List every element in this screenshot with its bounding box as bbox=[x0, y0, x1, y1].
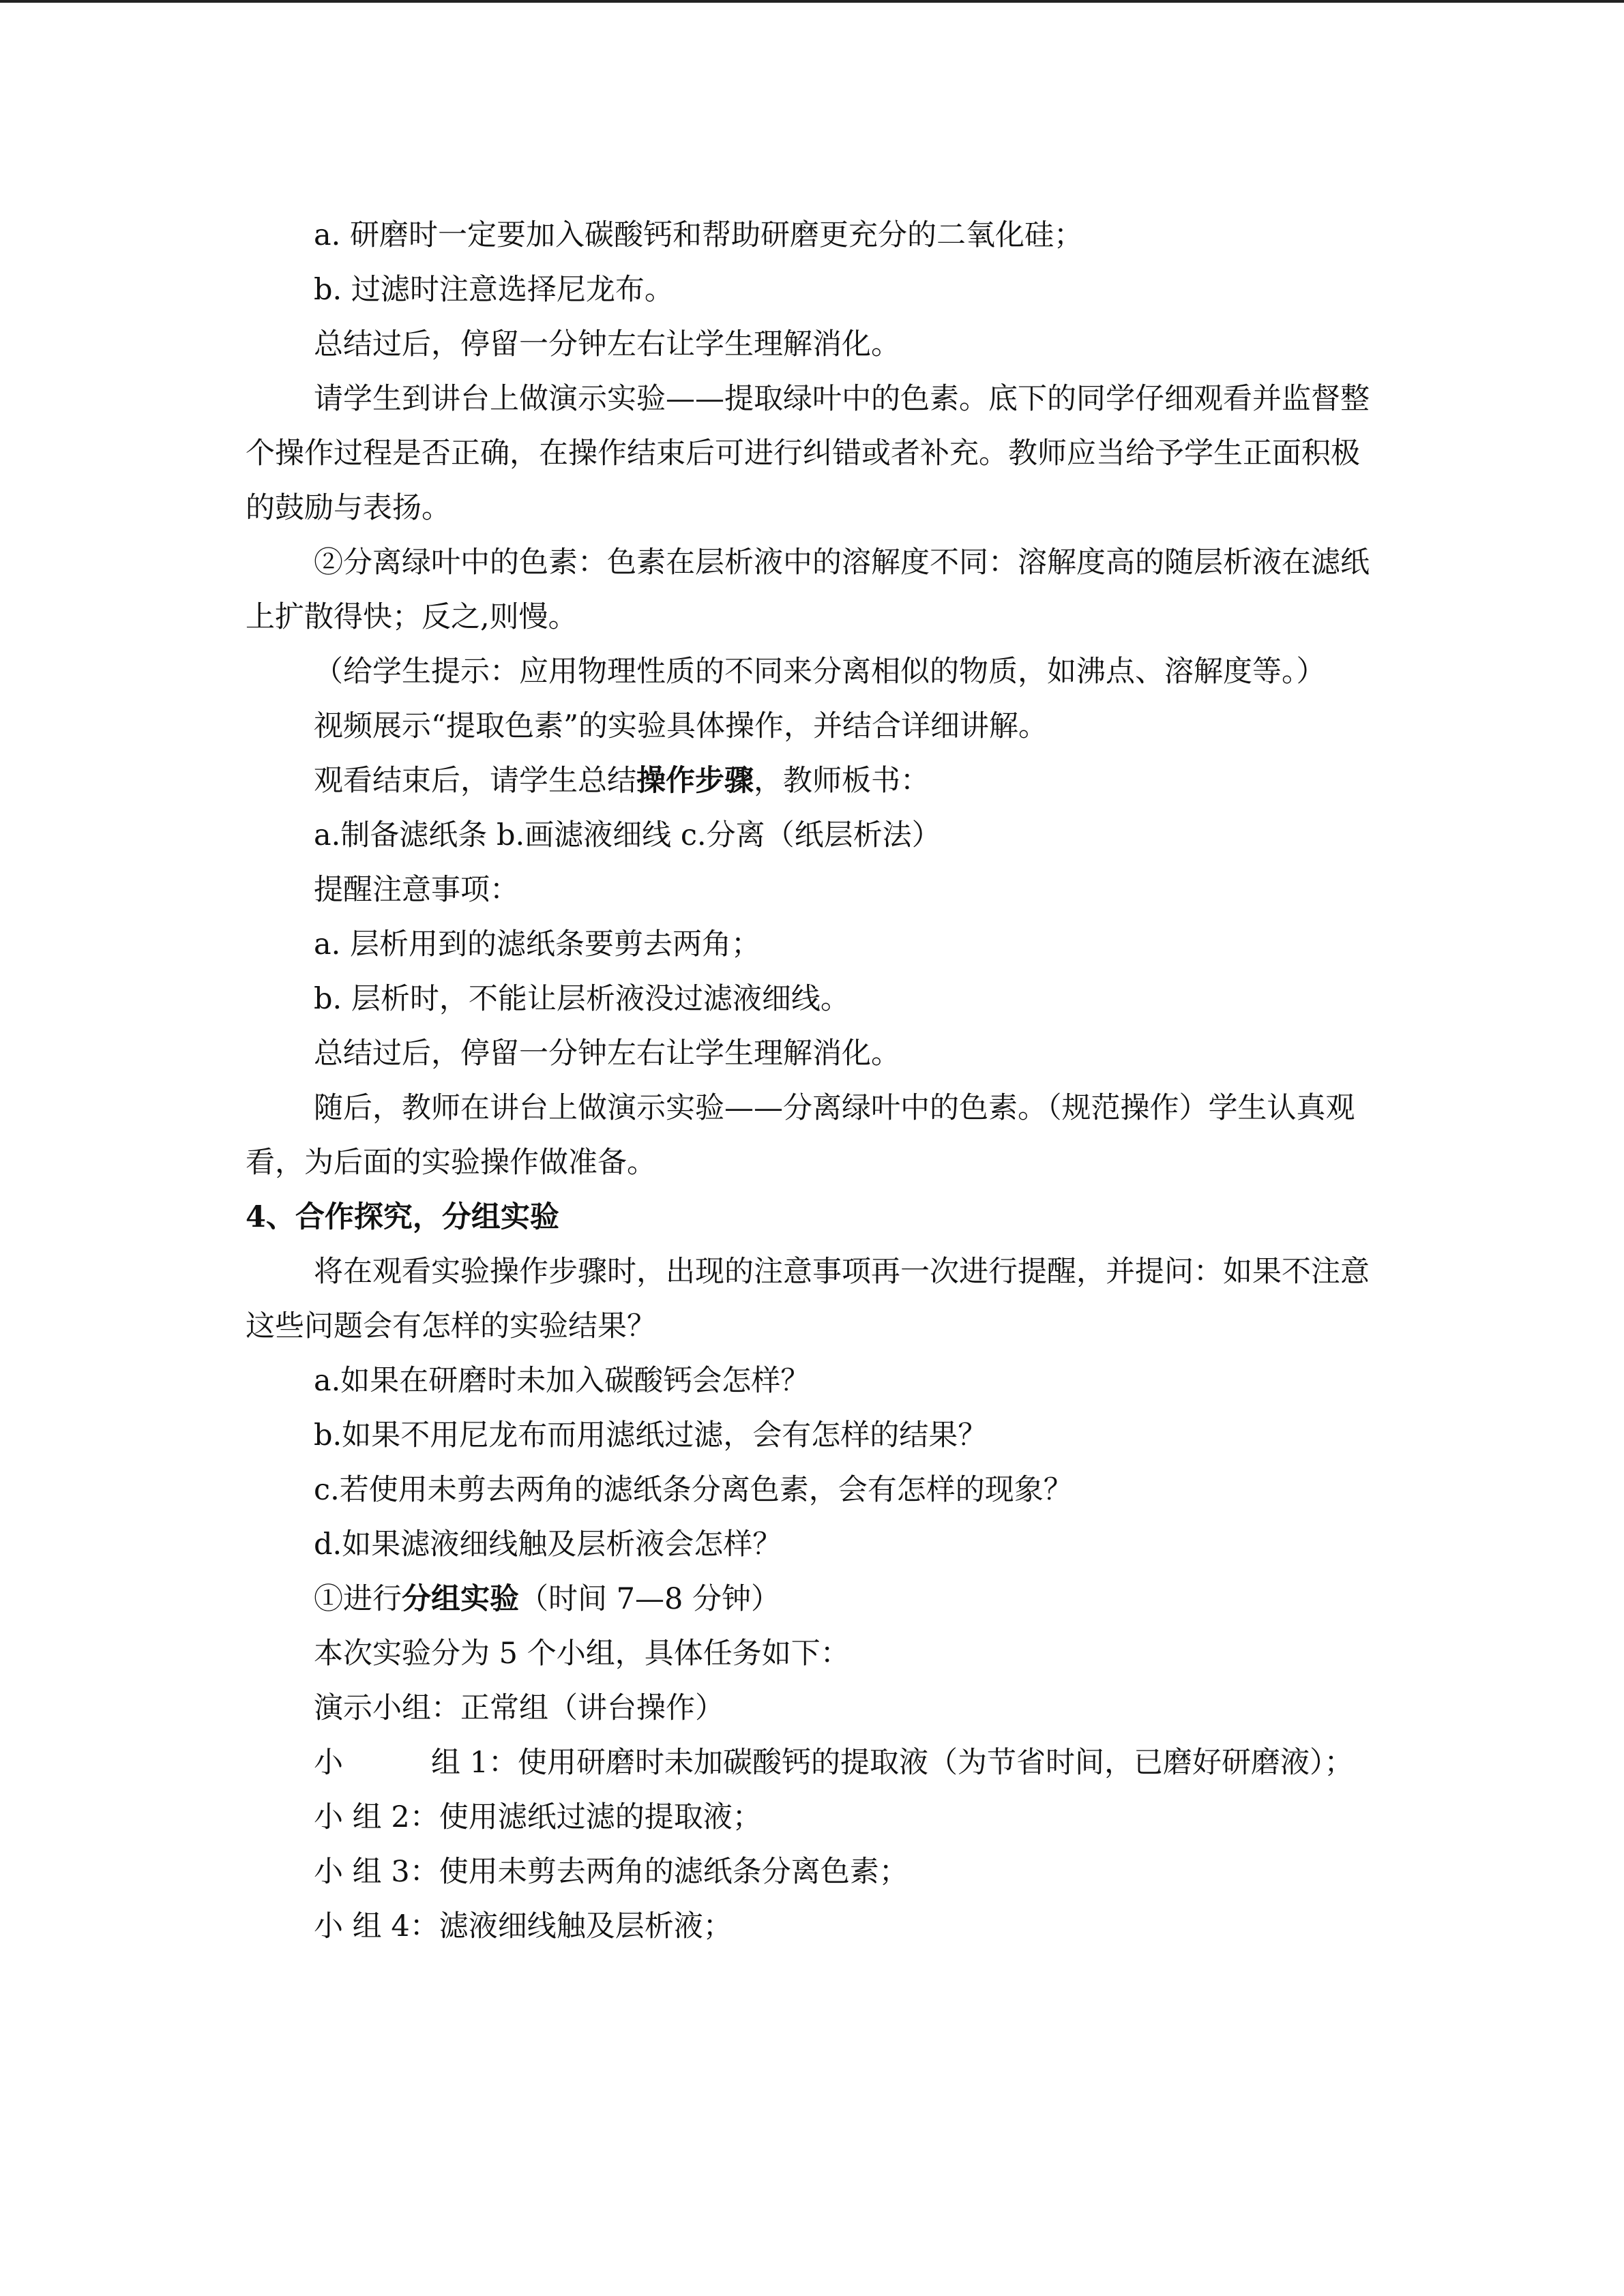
paragraph bbox=[246, 1354, 1378, 1408]
paragraph bbox=[246, 263, 1378, 317]
text-run: 本次实验分为 5 个小组，具体任务如下： bbox=[314, 1637, 850, 1671]
text-run: （给学生提示：应用物理性质的不同来分离相似的物质，如沸点、溶解度等。） bbox=[314, 655, 1326, 689]
paragraph bbox=[246, 1845, 1378, 1899]
paragraph bbox=[246, 754, 1378, 808]
text-run: 视频展示“提取色素”的实验具体操作，并结合详细讲解。 bbox=[314, 709, 1048, 743]
paragraph bbox=[246, 1026, 1378, 1081]
text-run: 小 组 2：使用滤纸过滤的提取液； bbox=[314, 1800, 762, 1834]
text-run: a.制备滤纸条 b.画滤液细线 c.分离（纸层析法） bbox=[314, 818, 941, 852]
bold-text: 4、合作探究，分组实验 bbox=[246, 1200, 559, 1234]
text-run: b. 层析时，不能让层析液没过滤液细线。 bbox=[314, 982, 850, 1016]
top-border-line bbox=[0, 0, 1624, 3]
text-run: b. 过滤时注意选择尼龙布。 bbox=[314, 273, 674, 307]
text-run: 演示小组：正常组（讲台操作） bbox=[314, 1691, 724, 1725]
paragraph bbox=[246, 317, 1378, 372]
text-run: 随后，教师在讲台上做演示实验——分离绿叶中的色素。（规范操作）学生认真观看，为后面的实验操作做准备。 bbox=[246, 1091, 1355, 1180]
text-run: ，教师板书： bbox=[754, 764, 930, 798]
paragraph bbox=[246, 1244, 1378, 1354]
text-run: （时间 7—8 分钟） bbox=[519, 1582, 781, 1616]
text-run: d.如果滤液细线触及层析液会怎样？ bbox=[314, 1527, 782, 1562]
paragraph bbox=[246, 808, 1378, 863]
text-run: 小 组 4：滤液细线触及层析液； bbox=[314, 1909, 733, 1943]
text-run: a. 研磨时一定要加入碳酸钙和帮助研磨更充分的二氧化硅； bbox=[314, 218, 1083, 252]
paragraph bbox=[246, 208, 1378, 263]
paragraph bbox=[246, 1790, 1378, 1845]
text-run: a.如果在研磨时未加入碳酸钙会怎样？ bbox=[314, 1364, 810, 1398]
text-run: 总结过后，停留一分钟左右让学生理解消化。 bbox=[314, 1037, 900, 1071]
text-run: 小 组 3：使用未剪去两角的滤纸条分离色素； bbox=[314, 1855, 909, 1889]
paragraph bbox=[246, 535, 1378, 644]
text-run: a. 层析用到的滤纸条要剪去两角； bbox=[314, 927, 761, 961]
text-run: 提醒注意事项： bbox=[314, 873, 519, 907]
text-run: 请学生到讲台上做演示实验——提取绿叶中的色素。底下的同学仔细观看并监督整个操作过程是否正确，在操作结束后可进行纠错或者补充。教师应当给予学生正面积极的鼓励与表扬。 bbox=[246, 382, 1370, 525]
bold-text: 分组实验 bbox=[402, 1582, 519, 1616]
text-run: ①进行 bbox=[314, 1582, 402, 1616]
paragraph bbox=[246, 372, 1378, 535]
text-run: 将在观看实验操作步骤时，出现的注意事项再一次进行提醒，并提问：如果不注意这些问题会有怎样的实验结果？ bbox=[246, 1255, 1370, 1343]
paragraph bbox=[246, 972, 1378, 1026]
bold-text: 操作步骤 bbox=[636, 764, 754, 798]
text-run: 小 组 1：使用研磨时未加碳酸钙的提取液（为节省时间，已磨好研磨液）； bbox=[314, 1746, 1354, 1780]
document-page bbox=[246, 208, 1378, 1954]
paragraph bbox=[246, 1081, 1378, 1190]
paragraph bbox=[246, 1681, 1378, 1735]
text-run: c.若使用未剪去两角的滤纸条分离色素，会有怎样的现象？ bbox=[314, 1473, 1073, 1507]
paragraph bbox=[246, 863, 1378, 917]
paragraph bbox=[246, 1463, 1378, 1517]
paragraph bbox=[246, 1735, 1378, 1790]
text-run: ②分离绿叶中的色素：色素在层析液中的溶解度不同：溶解度高的随层析液在滤纸上扩散得快；反之,则慢。 bbox=[246, 546, 1370, 634]
paragraph bbox=[246, 699, 1378, 754]
text-run: 总结过后，停留一分钟左右让学生理解消化。 bbox=[314, 327, 900, 361]
paragraph bbox=[246, 1899, 1378, 1954]
paragraph bbox=[246, 1408, 1378, 1463]
paragraph bbox=[246, 917, 1378, 972]
text-run: b.如果不用尼龙布而用滤纸过滤，会有怎样的结果？ bbox=[314, 1418, 988, 1452]
paragraph bbox=[246, 1572, 1378, 1626]
section-heading bbox=[246, 1190, 1378, 1244]
paragraph bbox=[246, 1517, 1378, 1572]
paragraph bbox=[246, 1626, 1378, 1681]
text-run: 观看结束后，请学生总结 bbox=[314, 764, 636, 798]
paragraph bbox=[246, 644, 1378, 699]
